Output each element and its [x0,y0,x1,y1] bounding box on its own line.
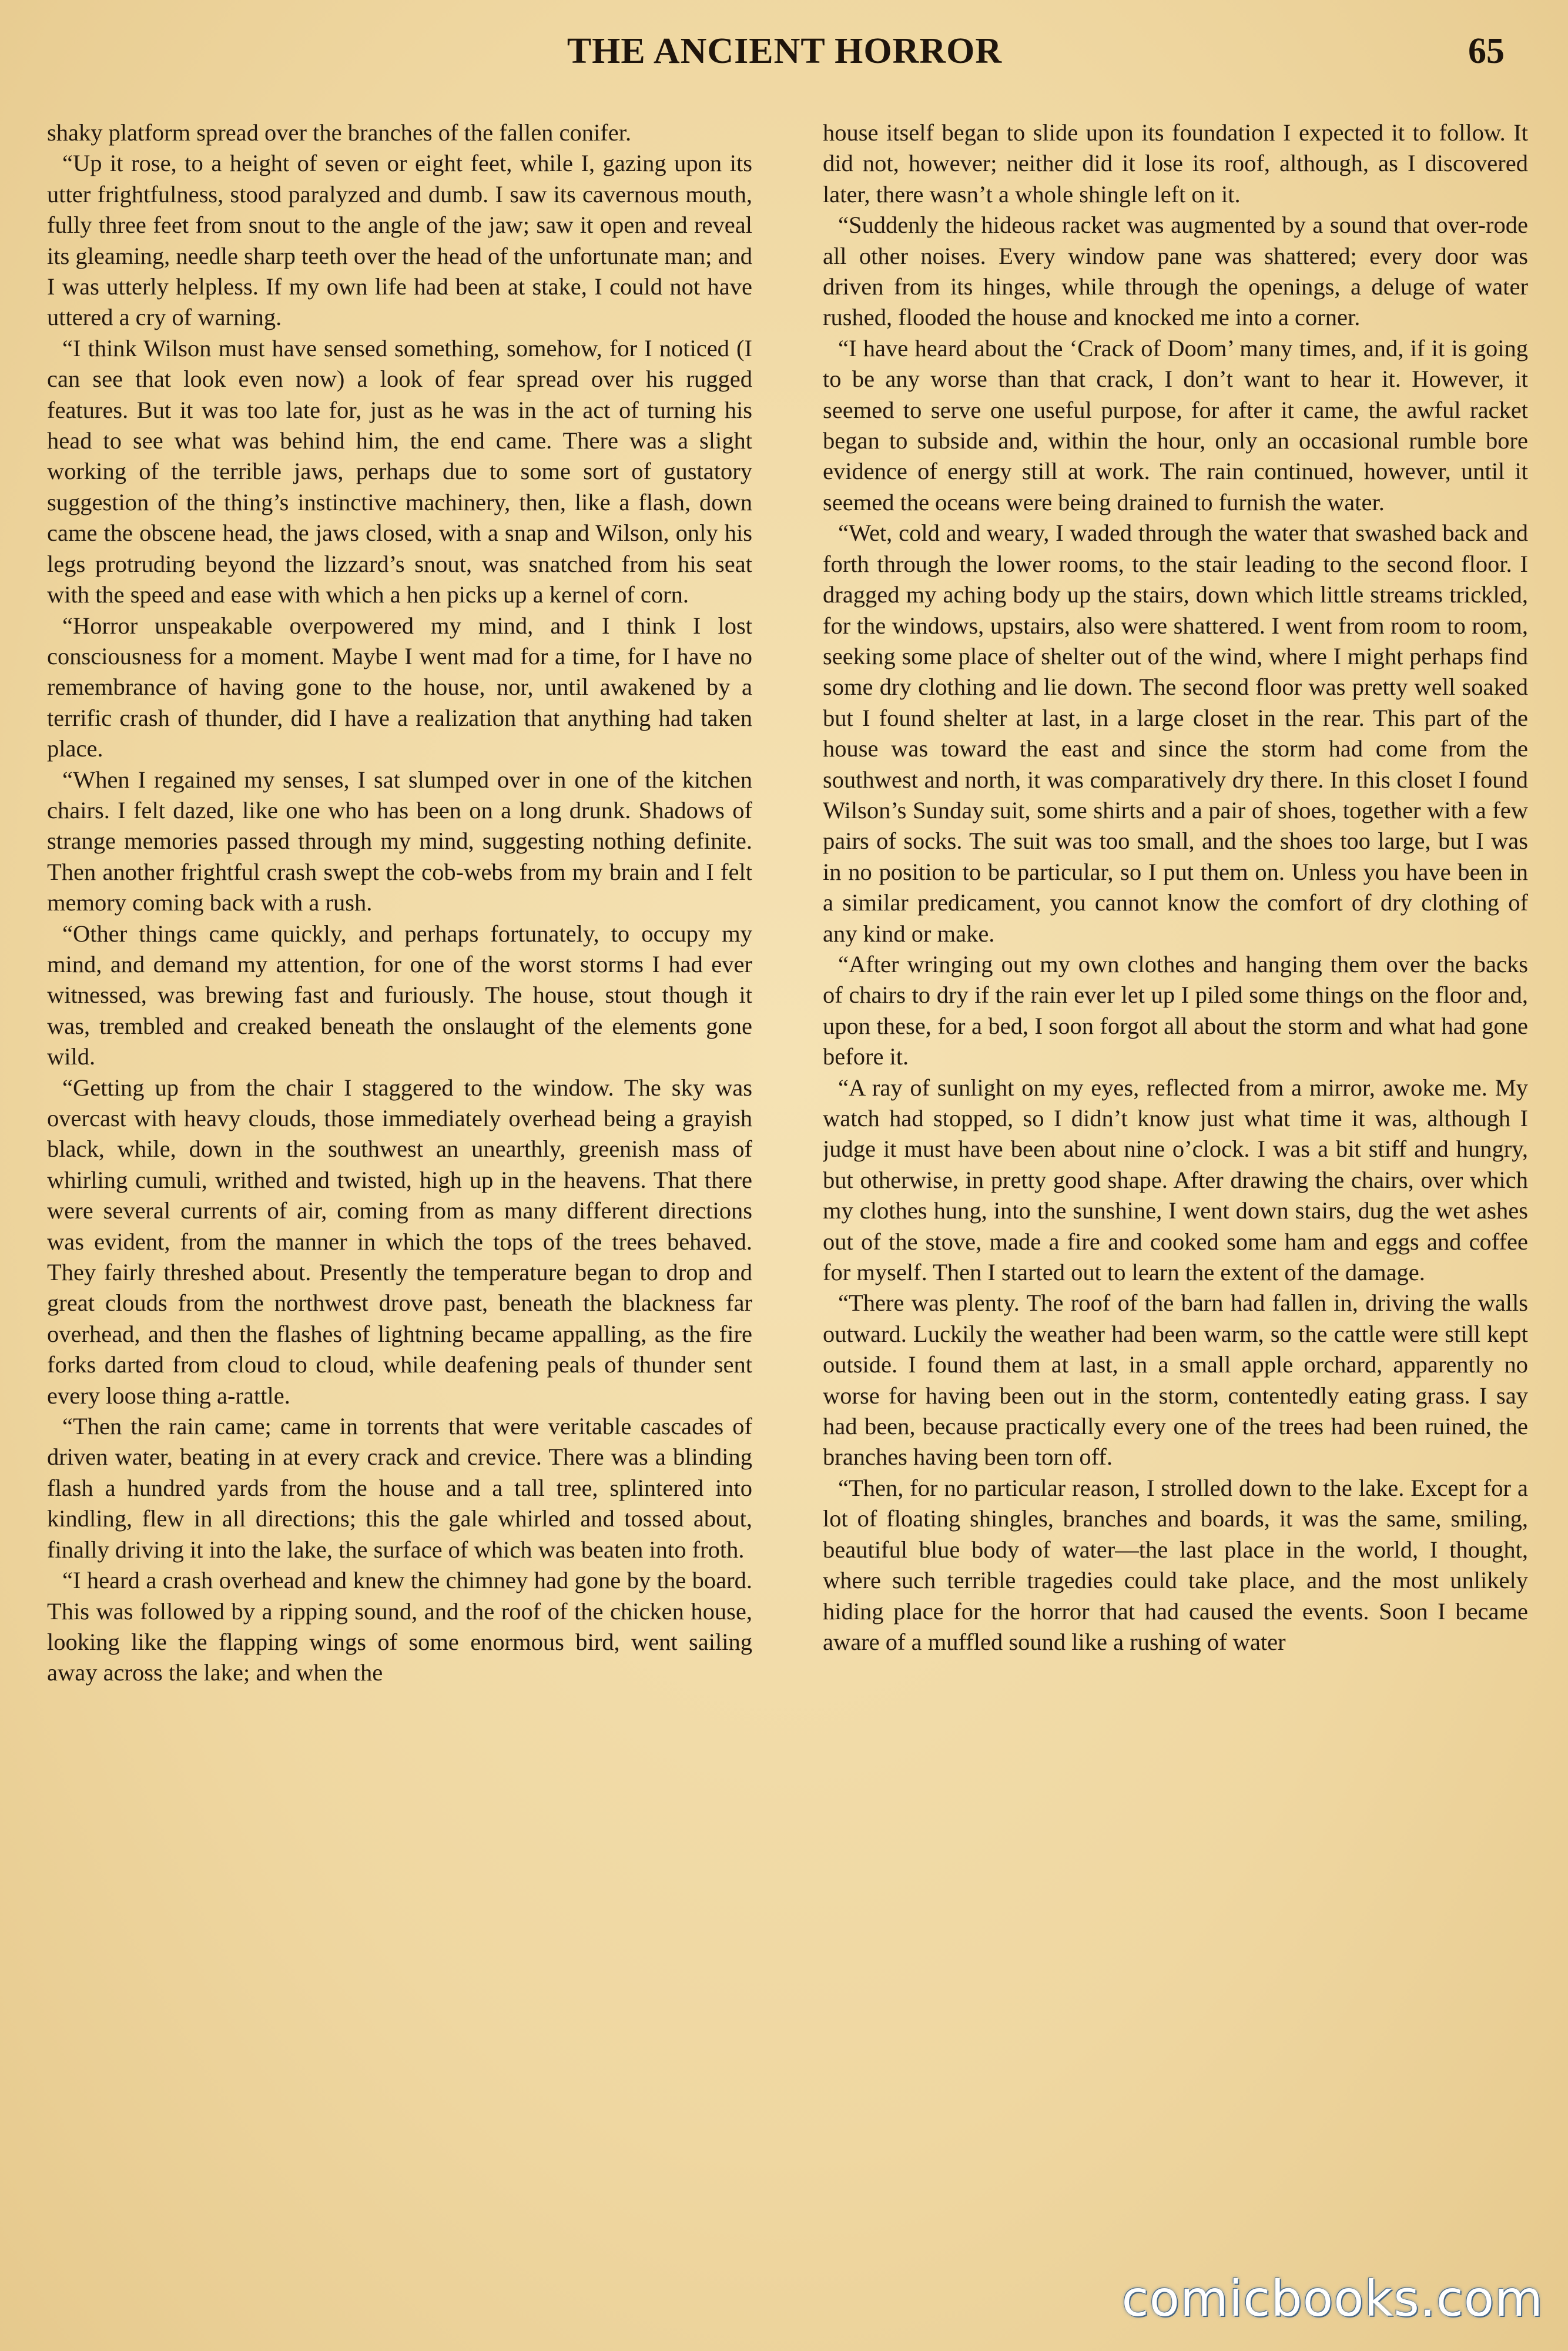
paragraph: shaky platform spread over the branches of the fallen conifer. [47,119,632,146]
running-title: THE ANCIENT HORROR [567,31,1003,71]
paragraph: “A ray of sunlight on my eyes, reflected from a mirror, awoke me. My watch had stopped, so I didn’t know just what time it was, although I judge it must have been about nine o’clock. I was a bit stiff and hungry, but otherwise, in pretty good shape. After drawing the chairs, over which my clothes hung, into the sunshine, I went down stairs, dug the wet ashes out of the stove, made a fire and cooked some ham and eggs and coffee for myself. Then I started out to learn the extent of the damage. [823,1074,1528,1286]
paragraph: “Up it rose, to a height of seven or eight feet, while I, gazing upon its utter frightfulness, stood paralyzed and dumb. I saw its cavernous mouth, fully three feet from snout to the angle of the jaw; saw it open and reveal its gleaming, needle sharp teeth over the head of the unfortunate man; and I was utterly helpless. If my own life had been at stake, I could not have uttered a cry of warning. [47,150,752,331]
paragraph: house itself began to slide upon its foundation I expected it to follow. It did not, however; neither did it lose its roof, although, as I discovered later, there wasn’t a whole shingle left on it. [823,119,1528,207]
paragraph: “Then, for no particular reason, I strolled down to the lake. Except for a lot of floating shingles, branches and boards, it was the same, smiling, beautiful blue body of water—the last place in the world, I thought, where such terrible tragedies could take place, and the most unlikely hiding place for the horror that had caused the events. Soon I became aware of a muffled sound like a rushing of water [823,1474,1528,1655]
paragraph: “When I regained my senses, I sat slumped over in one of the kitchen chairs. I felt dazed, like one who has been on a long drunk. Shadows of strange memories passed through my mind, suggesting nothing definite. Then another frightful crash swept the cob-webs from my brain and I felt memory coming back with a rush. [47,766,752,916]
left-column [47,118,752,2210]
paragraph: “Other things came quickly, and perhaps fortunately, to occupy my mind, and demand my attention, for one of the worst storms I had ever witnessed, was brewing fast and furiously. The house, stout though it was, trembled and creaked beneath the onslaught of the elements gone wild. [47,920,752,1070]
paragraph: “There was plenty. The roof of the barn had fallen in, driving the walls outward. Luckily the weather had been warm, so the cattle were still kept outside. I found them at last, in a small apple orchard, apparently no worse for having been out in the storm, contentedly eating grass. I say had been, because practically every one of the trees had been ruined, the branches having been torn off. [823,1290,1528,1471]
paragraph: “Then the rain came; came in torrents that were veritable cascades of driven water, beating in at every crack and crevice. There was a blinding flash a hundred yards from the house and a tall tree, splintered into kindling, flew in all directions; this the gale whirled and tossed about, finally driving it into the lake, the surface of which was beaten into froth. [47,1413,752,1563]
source-watermark: comicbooks.com [1121,2270,1543,2327]
right-column [823,118,1528,2210]
paragraph: “Horror unspeakable overpowered my mind, and I think I lost consciousness for a moment. Maybe I went mad for a time, for I have no remembrance of having gone to the house, nor, until awakened by a terrific crash of thunder, did I have a realization that anything had taken place. [47,612,752,762]
paragraph: “I think Wilson must have sensed something, somehow, for I noticed (I can see that look even now) a look of fear spread over his rugged features. But it was too late for, just as he was in the act of turning his head to see what was behind him, the end came. There was a slight working of the terrible jaws, perhaps due to some sort of gustatory suggestion of the thing’s instinctive machinery, then, like a flash, down came the obscene head, the jaws closed, with a snap and Wilson, only his legs protruding beyond the lizzard’s snout, was snatched from his seat with the speed and ease with which a hen picks up a kernel of corn. [47,334,752,608]
paragraph: “I have heard about the ‘Crack of Doom’ many times, and, if it is going to be any worse than that crack, I don’t want to hear it. However, it seemed to serve one useful purpose, for after it came, the awful racket began to subside and, within the hour, only an occasional rumble bore evidence of energy still at work. The rain continued, however, until it seemed the oceans were being drained to furnish the water. [823,334,1528,515]
paragraph: “Suddenly the hideous racket was augmented by a sound that over-rode all other noises. Every window pane was shattered; every door was driven from its hinges, while through the openings, a deluge of water rushed, flooded the house and knocked me into a corner. [823,212,1528,331]
page-number: 65 [1468,31,1505,71]
paragraph: “After wringing out my own clothes and hanging them over the backs of chairs to dry if the rain ever let up I piled some things on the floor and, upon these, for a bed, I soon forgot all about the storm and what had gone before it. [823,950,1528,1070]
text-columns [47,118,1528,2210]
page-header [65,31,1505,78]
paragraph: “I heard a crash overhead and knew the chimney had gone by the board. This was followed by a ripping sound, and the roof of the chicken house, looking like the flapping wings of some enormous bird, went sailing away across the lake; and when the [47,1567,752,1686]
paragraph: “Getting up from the chair I staggered to the window. The sky was overcast with heavy clouds, those immediately overhead being a grayish black, while, down in the southwest an unearthly, greenish mass of whirling cumuli, writhed and twisted, high up in the heavens. That there were several currents of air, coming from as many different directions was evident, from the manner in which the tops of the trees behaved. They fairly threshed about. Presently the temperature began to drop and great clouds from the northwest drove past, beneath the blackness far overhead, and then the flashes of lightning became appalling, as the fire forks darted from cloud to cloud, while deafening peals of thunder sent every loose thing a-rattle. [47,1074,752,1409]
paragraph: “Wet, cold and weary, I waded through the water that swashed back and forth through the lower rooms, to the stair leading to the second floor. I dragged my aching body up the stairs, down which little streams trickled, for the windows, upstairs, also were shattered. I went from room to room, seeking some place of shelter out of the wind, where I might perhaps find some dry clothing and lie down. The second floor was pretty well soaked but I found shelter at last, in a large closet in the rear. This part of the house was toward the east and since the storm had come from the southwest and north, it was comparatively dry there. In this closet I found Wilson’s Sunday suit, some shirts and a pair of shoes, together with a few pairs of socks. The suit was too small, and the shoes too large, but I was in no position to be particular, so I put them on. Unless you have been in a similar predicament, you cannot know the comfort of dry clothing of any kind or make. [823,520,1528,947]
